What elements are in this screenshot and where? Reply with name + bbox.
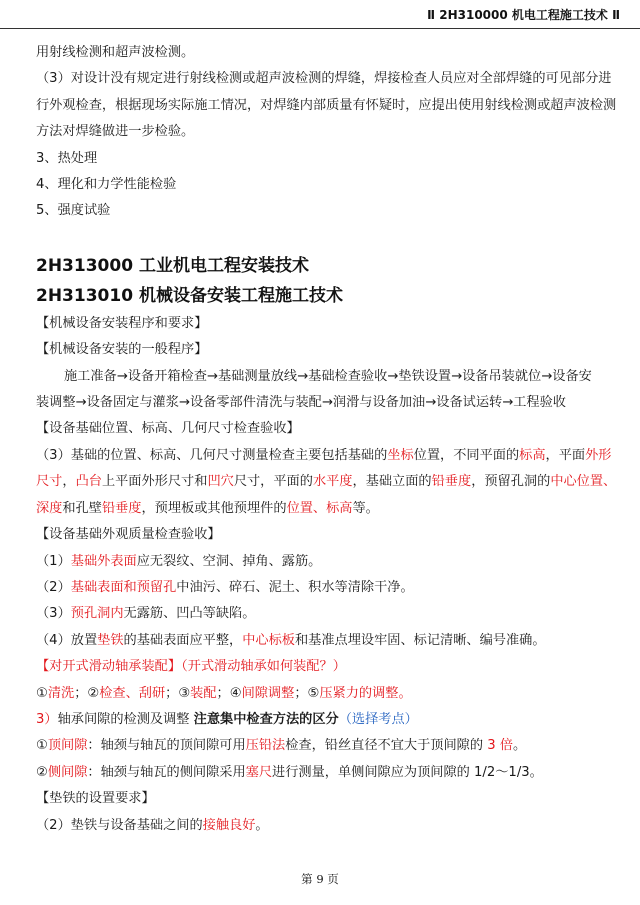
highlight-text: 3） [36, 711, 58, 727]
highlight-text: 凹穴 [207, 474, 234, 490]
highlight-text: 水平度 [312, 474, 353, 490]
text-run: 位置，不同平面的 [413, 447, 520, 463]
text-run: ：轴颈与轴瓦的顶间隙可用 [87, 738, 246, 754]
text-run: ，预埋板或其他预埋件的 [141, 500, 287, 516]
text-run: 2H313000 工业机电工程安装技术 [36, 255, 309, 276]
text-run: 【设备基础外观质量检查验收】 [36, 527, 221, 543]
highlight-text: 预孔洞内 [70, 606, 124, 622]
text-run: ，平面 [545, 447, 586, 463]
highlight-text: 顶间隙 [47, 738, 88, 754]
highlight-text: 垫铁 [97, 632, 124, 648]
highlight-text: 外形 [585, 447, 612, 463]
highlight-text: 中心位置、 [550, 474, 617, 490]
text-run: ；⑤ [294, 685, 320, 701]
text-line [36, 390, 608, 416]
text-run: 5、强度试验 [36, 203, 111, 219]
header-rule [0, 28, 640, 29]
section-heading [36, 281, 608, 311]
text-line [36, 575, 608, 601]
highlight-text: 铅垂度 [101, 500, 142, 516]
text-run: ；③ [165, 685, 191, 701]
text-run: （4）放置 [36, 632, 98, 648]
text-run: ；② [74, 685, 100, 701]
highlight-text: 塞尺 [245, 764, 273, 780]
highlight-text: 尺寸 [36, 474, 63, 490]
text-run: 方法对焊缝做进一步检验。 [36, 124, 195, 140]
text-run: 等。 [352, 500, 379, 516]
section-spacer [36, 225, 608, 251]
highlight-text: 凸台 [75, 474, 102, 490]
text-line [36, 813, 608, 839]
text-run: 注意集中检查方法的区分 [193, 711, 339, 727]
text-run: 和基准点埋设牢固、标记清晰、编号准确。 [294, 632, 546, 648]
text-run: ② [36, 764, 48, 780]
text-run: 进行测量，单侧间隙应为顶间隙的 1/2～1/3。 [272, 764, 543, 780]
text-run: 。 [255, 817, 269, 833]
running-header: Ⅱ 2H310000 机电工程施工技术 Ⅱ [427, 8, 620, 22]
text-line [36, 522, 608, 548]
text-run: 检查，铅丝直径不宜大于顶间隙的 [285, 738, 488, 754]
text-run: 的基础表面应平整， [123, 632, 243, 648]
text-line [36, 786, 608, 812]
highlight-text: 检查、刮研 [99, 685, 166, 701]
text-run: 用射线检测和超声波检测。 [36, 45, 195, 60]
note-text: （选择考点） [338, 711, 418, 727]
text-run: 。 [513, 738, 527, 754]
text-run: （3）对设计没有规定进行射线检测或超声波检测的焊缝，焊接检查人员应对全部焊缝的可见部分进 [36, 71, 612, 87]
highlight-text: 压铅法 [245, 738, 286, 754]
highlight-text: 中心标板 [242, 632, 295, 648]
text-run: （2）垫铁与设备基础之间的 [36, 817, 203, 833]
text-line [36, 654, 608, 680]
highlight-text: 深度 [36, 500, 63, 516]
text-line [36, 733, 608, 759]
text-line [36, 628, 608, 654]
text-run: ， [62, 474, 76, 490]
highlight-text: 位置、标高 [286, 500, 353, 516]
text-line [36, 198, 608, 224]
text-run: 中油污、碎石、泥土、积水等清除干净。 [176, 579, 414, 595]
text-run: 【设备基础位置、标高、几何尺寸检查验收】 [36, 421, 300, 437]
section-heading [36, 251, 608, 281]
highlight-text: 侧间隙 [47, 764, 88, 780]
highlight-text: 【对开式滑动轴承装配】（开式滑动轴承如何装配？） [36, 659, 346, 675]
highlight-text: 压紧力的调整。 [319, 685, 412, 701]
highlight-text: 铅垂度 [431, 474, 472, 490]
highlight-text: 间隙调整 [241, 685, 295, 701]
text-line [36, 172, 608, 198]
text-run: 无露筋、凹凸等缺陷。 [123, 606, 256, 622]
text-run: 和孔壁 [62, 500, 102, 516]
text-run: ：轴颈与轴瓦的侧间隙采用 [87, 764, 246, 780]
highlight-text: 3 倍 [487, 738, 513, 754]
text-run: 施工准备→设备开箱检查→基础测量放线→基础检查验收→垫铁设置→设备吊装就位→设备安 [64, 368, 592, 384]
text-line [36, 601, 608, 627]
text-run: 2H313010 机械设备安装工程施工技术 [36, 285, 343, 306]
text-run: 尺寸，平面的 [233, 474, 313, 490]
text-run: ① [36, 738, 48, 754]
text-run: 行外观检查，根据现场实际施工情况，对焊缝内部质量有怀疑时，应提出使用射线检测或超声波检测 [36, 97, 617, 113]
text-run: （1） [36, 553, 71, 569]
text-run: ，预留孔洞的 [471, 474, 551, 490]
text-line [36, 337, 608, 363]
text-run: ，基础立面的 [352, 474, 432, 490]
text-line [36, 311, 608, 337]
text-run: 装调整→设备固定与灌浆→设备零部件清洗与装配→润滑与设备加油→设备试运转→工程验收 [36, 395, 566, 411]
text-run: 应无裂纹、空洞、掉角、露筋。 [136, 553, 322, 569]
text-line [36, 364, 608, 390]
text-line [36, 40, 608, 66]
highlight-text: 装配 [190, 685, 217, 701]
highlight-text: 坐标 [387, 447, 414, 463]
text-run: 【垫铁的设置要求】 [36, 791, 155, 807]
text-line [36, 443, 612, 469]
text-line [36, 760, 608, 786]
text-run: 4、理化和力学性能检验 [36, 177, 177, 193]
text-run: 上平面外形尺寸和 [101, 474, 208, 490]
text-run: （3） [36, 606, 71, 622]
page-body [36, 40, 617, 839]
text-line [36, 469, 617, 495]
highlight-text: 清洗 [47, 685, 75, 701]
text-run: 【机械设备安装的一般程序】 [36, 342, 208, 358]
text-line [36, 496, 608, 522]
text-run: ① [36, 685, 48, 701]
highlight-text: 接触良好 [202, 817, 256, 833]
text-line [36, 549, 608, 575]
highlight-text: 基础外表面 [70, 553, 137, 569]
text-line [36, 119, 608, 145]
text-run: （2） [36, 579, 71, 595]
text-line [36, 681, 608, 707]
text-line [36, 707, 608, 733]
text-run: 【机械设备安装程序和要求】 [36, 315, 208, 331]
text-run: （3）基础的位置、标高、几何尺寸测量检查主要包括基础的 [36, 447, 388, 463]
highlight-text: 标高 [519, 447, 546, 463]
text-line [36, 93, 617, 119]
text-run: 3、热处理 [36, 150, 98, 166]
page-number: 第 9 页 [301, 872, 339, 886]
highlight-text: 基础表面和预留孔 [70, 579, 177, 595]
text-line [36, 416, 608, 442]
text-run: ；④ [216, 685, 242, 701]
text-run: 轴承间隙的检测及调整 [57, 711, 194, 727]
text-line [36, 66, 612, 92]
text-line [36, 146, 608, 172]
